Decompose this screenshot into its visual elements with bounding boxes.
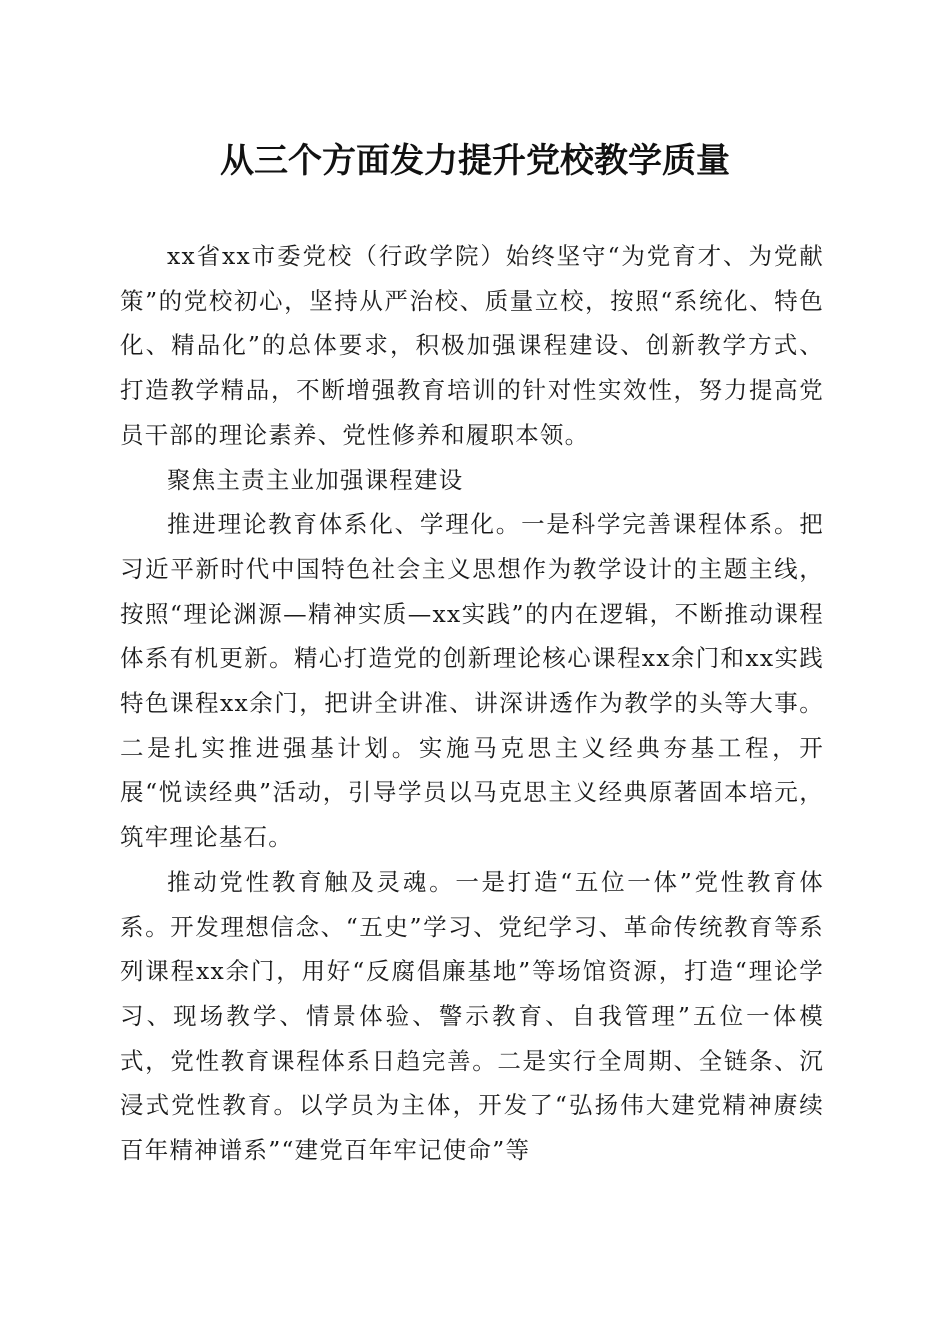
section-heading: 聚焦主责主业加强课程建设 bbox=[167, 465, 464, 494]
document-body bbox=[120, 234, 824, 1173]
theory-education-paragraph: 推进理论教育体系化、学理化。一是科学完善课程体系。把习近平新时代中国特色社会主义思想作为教学设计的主题主线，按照“理论渊源—精神实质—xx实践”的内在逻辑，不断推动课程体系有机更新。精心打造党的创新理论核心课程xx余门和xx实践特色课程xx余门，把讲全讲准、讲深讲透作为教学的头等大事。二是扎实推进强基计划。实施马克思主义经典夯基工程，开展“悦读经典”活动，引导学员以马克思主义经典原著固本培元，筑牢理论基石。 bbox=[120, 510, 824, 852]
party-spirit-paragraph: 推动党性教育触及灵魂。一是打造“五位一体”党性教育体系。开发理想信念、“五史”学习、党纪学习、革命传统教育等系列课程xx余门，用好“反腐倡廉基地”等场馆资源，打造“理论学习、现场教学、情景体验、警示教育、自我管理”五位一体模式，党性教育课程体系日趋完善。二是实行全周期、全链条、沉浸式党性教育。以学员为主体，开发了“弘扬伟大建党精神赓续百年精神谱系”“建党百年牢记使命”等 bbox=[120, 867, 824, 1165]
document-title: 从三个方面发力提升党校教学质量 bbox=[220, 141, 730, 181]
intro-paragraph: xx省xx市委党校（行政学院）始终坚守“为党育才、为党献策”的党校初心，坚持从严治校、质量立校，按照“系统化、特色化、精品化”的总体要求，积极加强课程建设、创新教学方式、打造教学精品，不断增强教育培训的针对性实效性，努力提高党员干部的理论素养、党性修养和履职本领。 bbox=[120, 242, 824, 449]
